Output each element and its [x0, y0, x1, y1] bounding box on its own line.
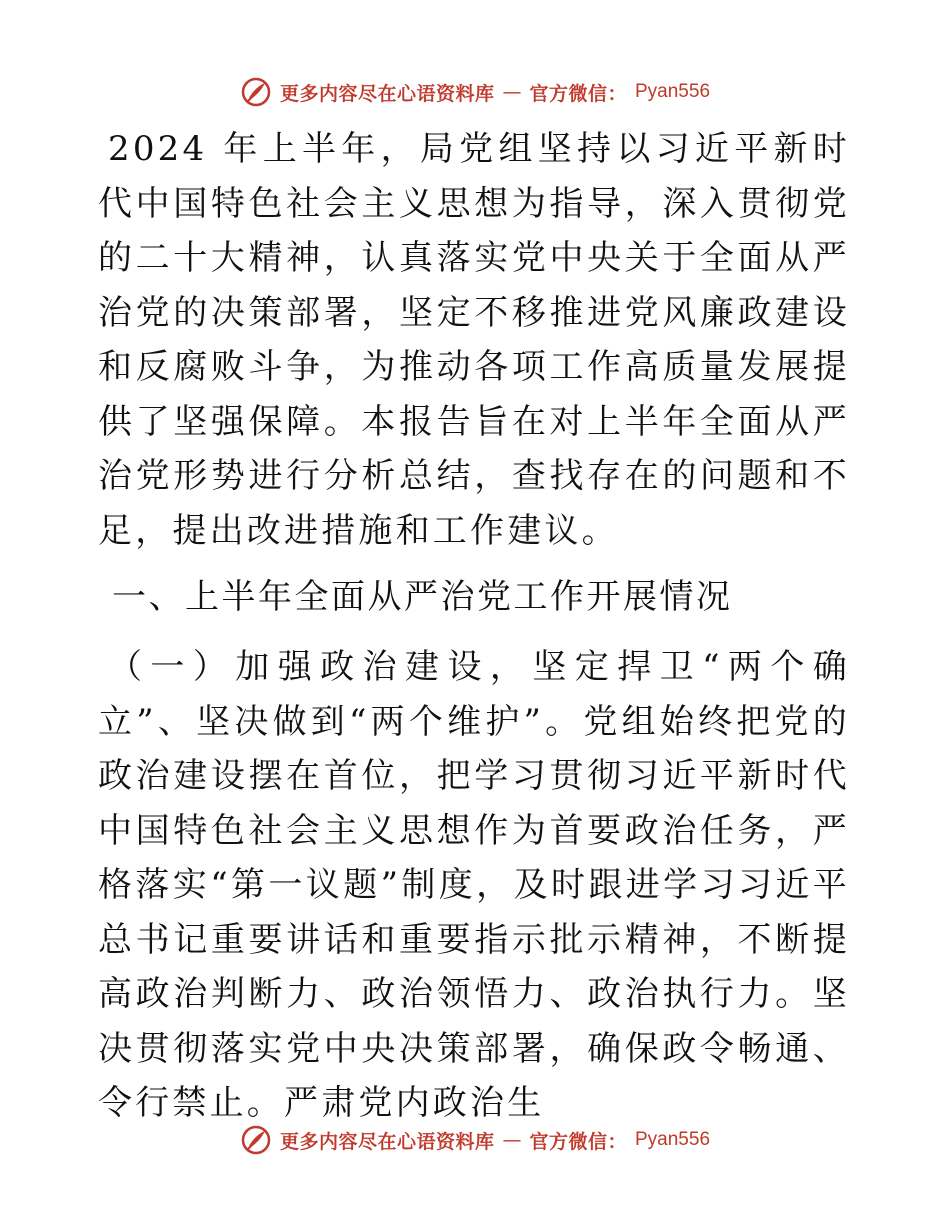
intro-paragraph: 2024 年上半年，局党组坚持以习近平新时代中国特色社会主义思想为指导，深入贯彻党的二十大精神，认真落实党中央关于全面从严治党的决策部署，坚定不移推进党风廉政建设和反腐败斗争，为推动各项工作高质量发展提供了坚强保障。本报告旨在对上半年全面从严治党形势进行分析总结，查找存在的问题和不足，提出改进措施和工作建议。: [98, 129, 850, 551]
quill-logo-icon: [240, 76, 272, 108]
section-paragraph: （一）加强政治建设，坚定捍卫“两个确立”、坚决做到“两个维护”。党组始终把党的政治建设摆在首位，把学习贯彻习近平新时代中国特色社会主义思想作为首要政治任务，严格落实“第一议题”制度，及时跟进学习习近平总书记重要讲话和重要指示批示精神，不断提高政治判断力、政治领悟力、政治执行力。坚决贯彻落实党中央决策部署，确保政令畅通、令行禁止。严肃党内政治生: [98, 647, 850, 1123]
watermark-label: 官方微信：: [529, 1130, 627, 1153]
watermark-text: 更多内容尽在心语资料库: [279, 82, 495, 105]
document-body: [98, 122, 850, 1131]
watermark-text: 更多内容尽在心语资料库: [279, 1130, 495, 1153]
watermark-separator: —: [502, 1129, 522, 1151]
watermark-handle: Pyan556: [635, 1129, 711, 1150]
watermark-separator: —: [502, 81, 522, 103]
quill-logo-icon: [240, 1124, 272, 1156]
watermark-label: 官方微信：: [529, 82, 627, 105]
watermark-handle: Pyan556: [635, 81, 711, 102]
section-heading: 一、上半年全面从严治党工作开展情况: [112, 577, 733, 617]
footer-watermark: [0, 1120, 950, 1160]
header-watermark: [0, 72, 950, 112]
